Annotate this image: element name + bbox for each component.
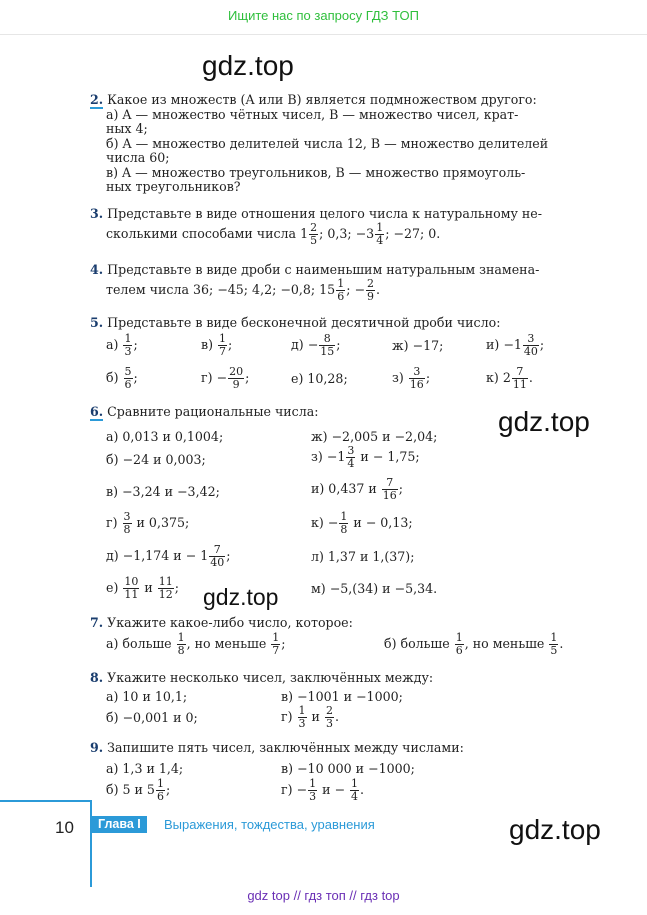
answer-item: з) −1 $\frac{3}{4}$ и − 1,75;	[311, 444, 420, 470]
answer-item: к) 2 $\frac{7}{11}$ .	[486, 365, 533, 391]
task-text: сколькими способами числа	[106, 226, 297, 241]
task-text: телем числа 36; −45; 4,2; −0,8;	[106, 282, 316, 297]
answer-item: в) −1001 и −1000;	[281, 689, 403, 704]
page-corner-frame	[0, 800, 92, 887]
task-line: б) A — множество делителей числа 12, B — множество делителей	[106, 136, 549, 151]
task-4-question	[90, 262, 539, 277]
task-number: 7.	[90, 615, 104, 630]
task-line	[106, 278, 380, 303]
answer-item: б) 5 и 5 $\frac{1}{6}$ ;	[106, 777, 171, 803]
watermark: gdz.top	[509, 814, 601, 845]
fraction: $\frac{1}{6}$	[337, 277, 345, 303]
answer-item: а) 0,013 и 0,1004;	[106, 429, 224, 444]
answer-item: е) 10,28;	[291, 371, 348, 386]
fraction: $\frac{2}{9}$	[367, 277, 375, 303]
task-6-question	[90, 404, 318, 419]
chapter-badge: Глава I	[92, 816, 147, 833]
fraction: $\frac{1}{4}$	[376, 221, 384, 247]
footer-links[interactable]: gdz top // гдз топ // гдз top	[247, 888, 400, 903]
task-line	[106, 222, 440, 247]
answer-item: д) − $\frac{8}{15}$ ;	[291, 332, 341, 358]
task-9-question	[90, 740, 464, 755]
task-text: Запишите пять чисел, заключённых между числами:	[107, 740, 464, 755]
task-number: 3.	[90, 206, 104, 221]
answer-item: ж) −2,005 и −2,04;	[311, 429, 438, 444]
task-line: а) A — множество чётных чисел, B — множество чисел, крат-	[106, 107, 519, 122]
answer-item: ж) −17;	[392, 338, 444, 353]
answer-item: б) −0,001 и 0;	[106, 710, 198, 725]
answer-item: л) 1,37 и 1,(37);	[311, 549, 415, 564]
answer-item: и) −1 $\frac{3}{40}$ ;	[486, 332, 545, 358]
task-line: ных треугольников?	[106, 179, 241, 194]
task-5-question	[90, 315, 500, 330]
answer-item: а) 10 и 10,1;	[106, 689, 188, 704]
mixed-whole: 15	[319, 282, 336, 297]
answer-item: и) 0,437 и $\frac{7}{16}$ ;	[311, 476, 404, 502]
task-8-question	[90, 670, 433, 685]
mixed-whole: 1	[300, 226, 309, 241]
task-number: 8.	[90, 670, 104, 685]
answer-item: б) больше $\frac{1}{6}$ , но меньше $\frac{1}{5}$ .	[384, 631, 564, 657]
task-number: 2.	[90, 92, 104, 107]
task-number: 9.	[90, 740, 104, 755]
answer-item: д) −1,174 и − 1 $\frac{7}{40}$ ;	[106, 543, 231, 569]
answer-item: б) −24 и 0,003;	[106, 452, 206, 467]
task-number: 5.	[90, 315, 104, 330]
answer-item: г) $\frac{1}{3}$ и $\frac{2}{3}$ .	[281, 704, 339, 730]
task-7-question	[90, 615, 353, 630]
answer-item: м) −5,(34) и −5,34.	[311, 581, 438, 596]
answer-item: г) − $\frac{1}{3}$ и − $\frac{1}{4}$ .	[281, 777, 365, 803]
task-text: Представьте в виде бесконечной десятичной дроби число:	[107, 315, 501, 330]
task-text: Укажите несколько чисел, заключённых между:	[107, 670, 434, 685]
task-text: Представьте в виде отношения целого числа к натуральному не-	[107, 206, 543, 221]
top-banner[interactable]: Ищите нас по запросу ГДЗ ТОП	[0, 0, 647, 35]
task-text: ; 0,3; −3	[319, 226, 375, 241]
task-text: ; −	[346, 282, 366, 297]
page-number: 10	[55, 818, 74, 837]
answer-item: в) −3,24 и −3,42;	[106, 484, 220, 499]
task-text: Укажите какое-либо число, которое:	[107, 615, 353, 630]
task-3-question	[90, 206, 542, 221]
task-2-question	[90, 92, 537, 107]
task-line: числа 60;	[106, 150, 170, 165]
task-text: Сравните рациональные числа:	[107, 404, 319, 419]
task-text: ; −27; 0.	[385, 226, 441, 241]
chapter-title: Выражения, тождества, уравнения	[164, 817, 375, 832]
answer-item: а) 1,3 и 1,4;	[106, 761, 184, 776]
task-line: в) A — множество треугольников, B — множество прямоуголь-	[106, 165, 526, 180]
answer-item: б) $\frac{5}{6}$ ;	[106, 365, 138, 391]
answer-item: а) больше $\frac{1}{8}$ , но меньше $\frac{1}{7}$ ;	[106, 631, 286, 657]
task-text: Представьте в виде дроби с наименьшим натуральным знамена-	[107, 262, 540, 277]
answer-item: з) $\frac{3}{16}$ ;	[392, 365, 431, 391]
task-text: Какое из множеств (A или B) является подмножеством другого:	[107, 92, 537, 107]
watermark: gdz.top	[202, 50, 294, 81]
answer-item: в) $\frac{1}{7}$ ;	[201, 332, 233, 358]
fraction: $\frac{2}{5}$	[310, 221, 318, 247]
answer-item: г) $\frac{3}{8}$ и 0,375;	[106, 510, 190, 536]
task-line: ных 4;	[106, 121, 148, 136]
answer-item: к) − $\frac{1}{8}$ и − 0,13;	[311, 510, 413, 536]
answer-item: е) $\frac{10}{11}$ и $\frac{11}{12}$ ;	[106, 575, 180, 601]
watermark: gdz.top	[498, 406, 590, 437]
answer-item: в) −10 000 и −1000;	[281, 761, 415, 776]
watermark: gdz.top	[203, 584, 279, 610]
task-number: 4.	[90, 262, 104, 277]
task-text: .	[376, 282, 381, 297]
answer-item: г) − $\frac{20}{9}$ ;	[201, 365, 250, 391]
answer-item: а) $\frac{1}{3}$ ;	[106, 332, 138, 358]
task-number: 6.	[90, 404, 104, 419]
